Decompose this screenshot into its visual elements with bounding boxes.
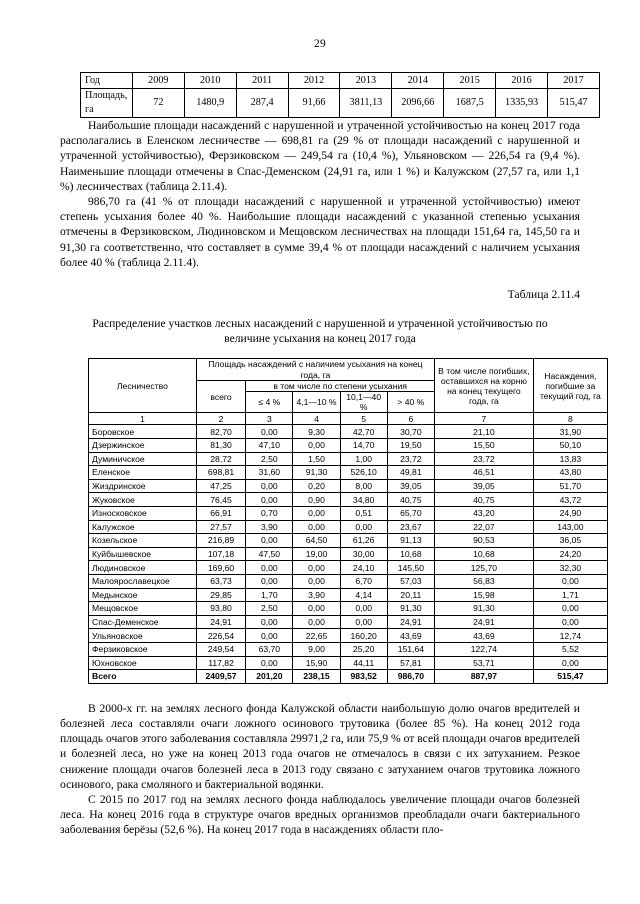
table-row [89,479,608,493]
table-row [89,629,608,643]
page-number: 29 [314,38,326,50]
total-label: Всего [89,670,197,684]
cell: 226,54 [196,629,245,643]
cell: 43,80 [533,466,607,480]
cell: 30,70 [387,425,434,439]
header-10-40: 10,1—40 % [340,392,387,413]
cell: 24,20 [533,547,607,561]
cell: 36,05 [533,534,607,548]
cell: 1,50 [293,452,340,466]
cell: 82,70 [196,425,245,439]
cell: 0,00 [533,656,607,670]
area-cell: 1480,9 [184,89,236,118]
table-row [89,425,608,439]
cell: 0,00 [246,493,293,507]
area-cell: 1335,93 [496,89,548,118]
header-gt-40: > 40 % [387,392,434,413]
cell: 0,00 [293,520,340,534]
row-label: Людиновское [89,561,197,575]
row-label: Еленское [89,466,197,480]
total-cell: 983,52 [340,670,387,684]
row-label: Спас-Деменское [89,615,197,629]
table-row [89,439,608,453]
cell: 0,00 [246,629,293,643]
cell: 0,51 [340,507,387,521]
column-number: 2 [196,413,245,425]
cell: 47,25 [196,479,245,493]
cell: 0,00 [246,656,293,670]
cell: 0,90 [293,493,340,507]
area-cell: 287,4 [236,89,288,118]
table-row [89,466,608,480]
row-label: Малоярославецкое [89,574,197,588]
cell: 46,51 [434,466,533,480]
cell: 0,00 [293,574,340,588]
cell: 5,52 [533,642,607,656]
cell: 56,83 [434,574,533,588]
total-cell: 238,15 [293,670,340,684]
row-label: Боровское [89,425,197,439]
row-label: Калужское [89,520,197,534]
year-cell: 2011 [236,73,288,89]
cell: 0,70 [246,507,293,521]
cell: 169,60 [196,561,245,575]
row-label: Жуковское [89,493,197,507]
cell: 57,03 [387,574,434,588]
cell: 43,69 [387,629,434,643]
total-cell: 986,70 [387,670,434,684]
cell: 34,80 [340,493,387,507]
cell: 43,72 [533,493,607,507]
year-cell: 2015 [444,73,496,89]
cell: 698,81 [196,466,245,480]
paragraph-1: Наибольшие площади насаждений с нарушенной и утраченной устойчивостью на конец 2017 года располагались в Еленском лесничестве — 698,81 га (29 % от площади насаждений с нарушенной и утраченной устойчивостью), Ферзиковском — 249,54 га (10,4 %), Ульяновском — 226,54 га (9,4 %). Наименьшие площади отмечены в Спас-Деменском (24,91 га, или 1 %) и Калужском (27,57 га, или 1,1 %) лесничествах (таблица 2.11.4). [60,119,580,193]
year-cell: 2009 [132,73,184,89]
row-label: Медынское [89,588,197,602]
table-row [89,642,608,656]
column-number: 3 [246,413,293,425]
cell: 21,10 [434,425,533,439]
cell: 0,00 [340,520,387,534]
table-row [89,588,608,602]
table-row [89,561,608,575]
cell: 50,10 [533,439,607,453]
cell: 24,91 [387,615,434,629]
cell: 0,00 [340,615,387,629]
cell: 0,00 [340,602,387,616]
cell: 249,54 [196,642,245,656]
area-cell: 3811,13 [340,89,392,118]
row-label: Козельское [89,534,197,548]
cell: 117,82 [196,656,245,670]
table-row [81,89,600,118]
cell: 1,71 [533,588,607,602]
cell: 12,74 [533,629,607,643]
cell: 57,81 [387,656,434,670]
cell: 91,13 [387,534,434,548]
cell: 91,30 [293,466,340,480]
cell: 81,30 [196,439,245,453]
table-number: Таблица 2.11.4 [507,288,580,302]
cell: 1,00 [340,452,387,466]
cell: 9,30 [293,425,340,439]
cell: 8,00 [340,479,387,493]
cell: 23,72 [434,452,533,466]
cell: 23,67 [387,520,434,534]
cell: 30,00 [340,547,387,561]
table-body [89,425,608,683]
cell: 0,00 [293,439,340,453]
cell: 22,07 [434,520,533,534]
table-row [89,507,608,521]
cell: 20,11 [387,588,434,602]
column-number: 6 [387,413,434,425]
header-le-4: ≤ 4 % [246,392,293,413]
column-number: 8 [533,413,607,425]
cell: 24,91 [434,615,533,629]
row-label: Дзержинское [89,439,197,453]
paragraph-4: С 2015 по 2017 год на землях лесного фонда наблюдалось увеличение площади очагов болезней леса. На конец 2016 года в структуре очагов вредных организмов преобладали очаги бактериального заболевания берёзы (52,6 %). На конец 2017 года в насаждениях области пло- [60,792,580,837]
cell: 0,00 [246,561,293,575]
year-cell: 2017 [548,73,600,89]
cell: 151,64 [387,642,434,656]
cell: 2,50 [246,602,293,616]
table-row [89,602,608,616]
paragraph-2: 986,70 га (41 % от площади насаждений с нарушенной и утраченной устойчивостью) имеют степень усыхания более 40 %. Наибольшие площади насаждений с указанной степенью усыхания отмечены в Ферзиковском, Людиновском и Мещовском лесничествах на площади 151,64 га, 145,50 га и 91,30 га соответственно, что составляет в сумме 39,4 % от площади насаждений с наличием усыхания более 40 % (таблица 2.11.4). [60,195,580,269]
cell: 0,00 [246,534,293,548]
row-label: Жиздринское [89,479,197,493]
cell: 25,20 [340,642,387,656]
cell: 3,90 [293,588,340,602]
header-dead-standing: В том числе погибших, оставшихся на корню на конец текущего года, га [434,359,533,413]
cell: 14,70 [340,439,387,453]
area-cell: 91,66 [288,89,340,118]
cell: 526,10 [340,466,387,480]
table-row [81,73,600,89]
cell: 90,53 [434,534,533,548]
cell: 51,70 [533,479,607,493]
cell: 0,00 [293,602,340,616]
cell: 6,70 [340,574,387,588]
table-row [89,520,608,534]
year-cell: 2010 [184,73,236,89]
cell: 31,60 [246,466,293,480]
area-cell: 72 [132,89,184,118]
cell: 15,50 [434,439,533,453]
cell: 160,20 [340,629,387,643]
table-total-row [89,670,608,684]
cell: 0,00 [246,425,293,439]
cell: 39,05 [387,479,434,493]
total-cell: 887,97 [434,670,533,684]
cell: 40,75 [434,493,533,507]
total-cell: 515,47 [533,670,607,684]
cell: 24,91 [196,615,245,629]
year-cell: 2016 [496,73,548,89]
cell: 10,68 [387,547,434,561]
cell: 23,72 [387,452,434,466]
cell: 49,81 [387,466,434,480]
cell: 0,00 [293,615,340,629]
column-number: 4 [293,413,340,425]
cell: 39,05 [434,479,533,493]
paragraph-3: В 2000-х гг. на землях лесного фонда Калужской области наибольшую долю очагов вредителей и болезней леса составляли очаги ложного осинового трутовика (более 85 %). На конец 2012 года площадь очагов этого заболевания составляла 29971,2 га, или 75,9 % от всей площади очагов вредителей и болезней леса, но уже на конец 2013 года очагов не отмечалось в связи с их затуханием. Резкое снижение площади очагов болезней леса в 2013 году связано с затуханием очагов трутовика ложного осинового, рака смоляного и бактериальной водянки. [60,701,580,791]
cell: 13,83 [533,452,607,466]
header-dead-current-year: Насаждения, погибшие за текущий год, га [533,359,607,413]
header-lesnichestvo: Лесничество [89,359,197,413]
header-total: всего [196,380,245,413]
row-label: Куйбышевское [89,547,197,561]
cell: 3,90 [246,520,293,534]
cell: 63,73 [196,574,245,588]
cell: 2,50 [246,452,293,466]
cell: 1,70 [246,588,293,602]
cell: 27,57 [196,520,245,534]
row-label: Думиничское [89,452,197,466]
cell: 143,00 [533,520,607,534]
cell: 24,90 [533,507,607,521]
cell: 15,90 [293,656,340,670]
cell: 122,74 [434,642,533,656]
cell: 66,91 [196,507,245,521]
header-4-10: 4,1—10 % [293,392,340,413]
year-cell: 2014 [392,73,444,89]
cell: 65,70 [387,507,434,521]
cell: 28,72 [196,452,245,466]
drying-distribution-table [88,358,608,683]
area-cell: 515,47 [548,89,600,118]
cell: 53,71 [434,656,533,670]
area-cell: 1687,5 [444,89,496,118]
cell: 44,11 [340,656,387,670]
cell: 42,70 [340,425,387,439]
year-cell: 2013 [340,73,392,89]
cell: 0,00 [246,479,293,493]
cell: 19,00 [293,547,340,561]
cell: 22,65 [293,629,340,643]
table-row [89,574,608,588]
cell: 10,68 [434,547,533,561]
cell: 76,45 [196,493,245,507]
cell: 0,00 [246,574,293,588]
cell: 0,00 [533,602,607,616]
cell: 145,50 [387,561,434,575]
cell: 91,30 [387,602,434,616]
total-cell: 2409,57 [196,670,245,684]
column-number: 7 [434,413,533,425]
area-row-label: Площадь, га [81,89,133,118]
cell: 0,20 [293,479,340,493]
cell: 216,89 [196,534,245,548]
table-row [89,493,608,507]
row-label: Мещовское [89,602,197,616]
cell: 93,80 [196,602,245,616]
year-area-table [80,72,600,118]
table-row [89,615,608,629]
row-label: Износковское [89,507,197,521]
year-cell: 2012 [288,73,340,89]
column-number: 1 [89,413,197,425]
cell: 0,00 [246,615,293,629]
table-row [89,534,608,548]
cell: 0,00 [293,507,340,521]
cell: 31,90 [533,425,607,439]
row-label: Юхновское [89,656,197,670]
cell: 47,50 [246,547,293,561]
year-row-label: Год [81,73,133,89]
total-cell: 201,20 [246,670,293,684]
cell: 9,00 [293,642,340,656]
cell: 32,30 [533,561,607,575]
cell: 29,85 [196,588,245,602]
table-row [89,547,608,561]
table-header-row [89,359,608,380]
cell: 63,70 [246,642,293,656]
cell: 125,70 [434,561,533,575]
column-number: 5 [340,413,387,425]
row-label: Ферзиковское [89,642,197,656]
cell: 0,00 [293,561,340,575]
table-title: Распределение участков лесных насаждений с нарушенной и утраченной устойчивостью по величине усыхания на конец 2017 года [92,317,548,346]
cell: 43,20 [434,507,533,521]
cell: 107,18 [196,547,245,561]
cell: 47,10 [246,439,293,453]
cell: 64,50 [293,534,340,548]
area-cell: 2096,66 [392,89,444,118]
cell: 91,30 [434,602,533,616]
cell: 4,14 [340,588,387,602]
table-row [89,452,608,466]
cell: 61,26 [340,534,387,548]
row-label: Ульяновское [89,629,197,643]
cell: 24,10 [340,561,387,575]
cell: 15,98 [434,588,533,602]
cell: 0,00 [533,615,607,629]
cell: 19,50 [387,439,434,453]
cell: 0,00 [533,574,607,588]
column-number-row [89,413,608,425]
cell: 40,75 [387,493,434,507]
cell: 43,69 [434,629,533,643]
header-group-degree: в том числе по степени усыхания [246,380,435,391]
header-group-area: Площадь насаждений с наличием усыхания на конец года, га [196,359,434,380]
table-row [89,656,608,670]
